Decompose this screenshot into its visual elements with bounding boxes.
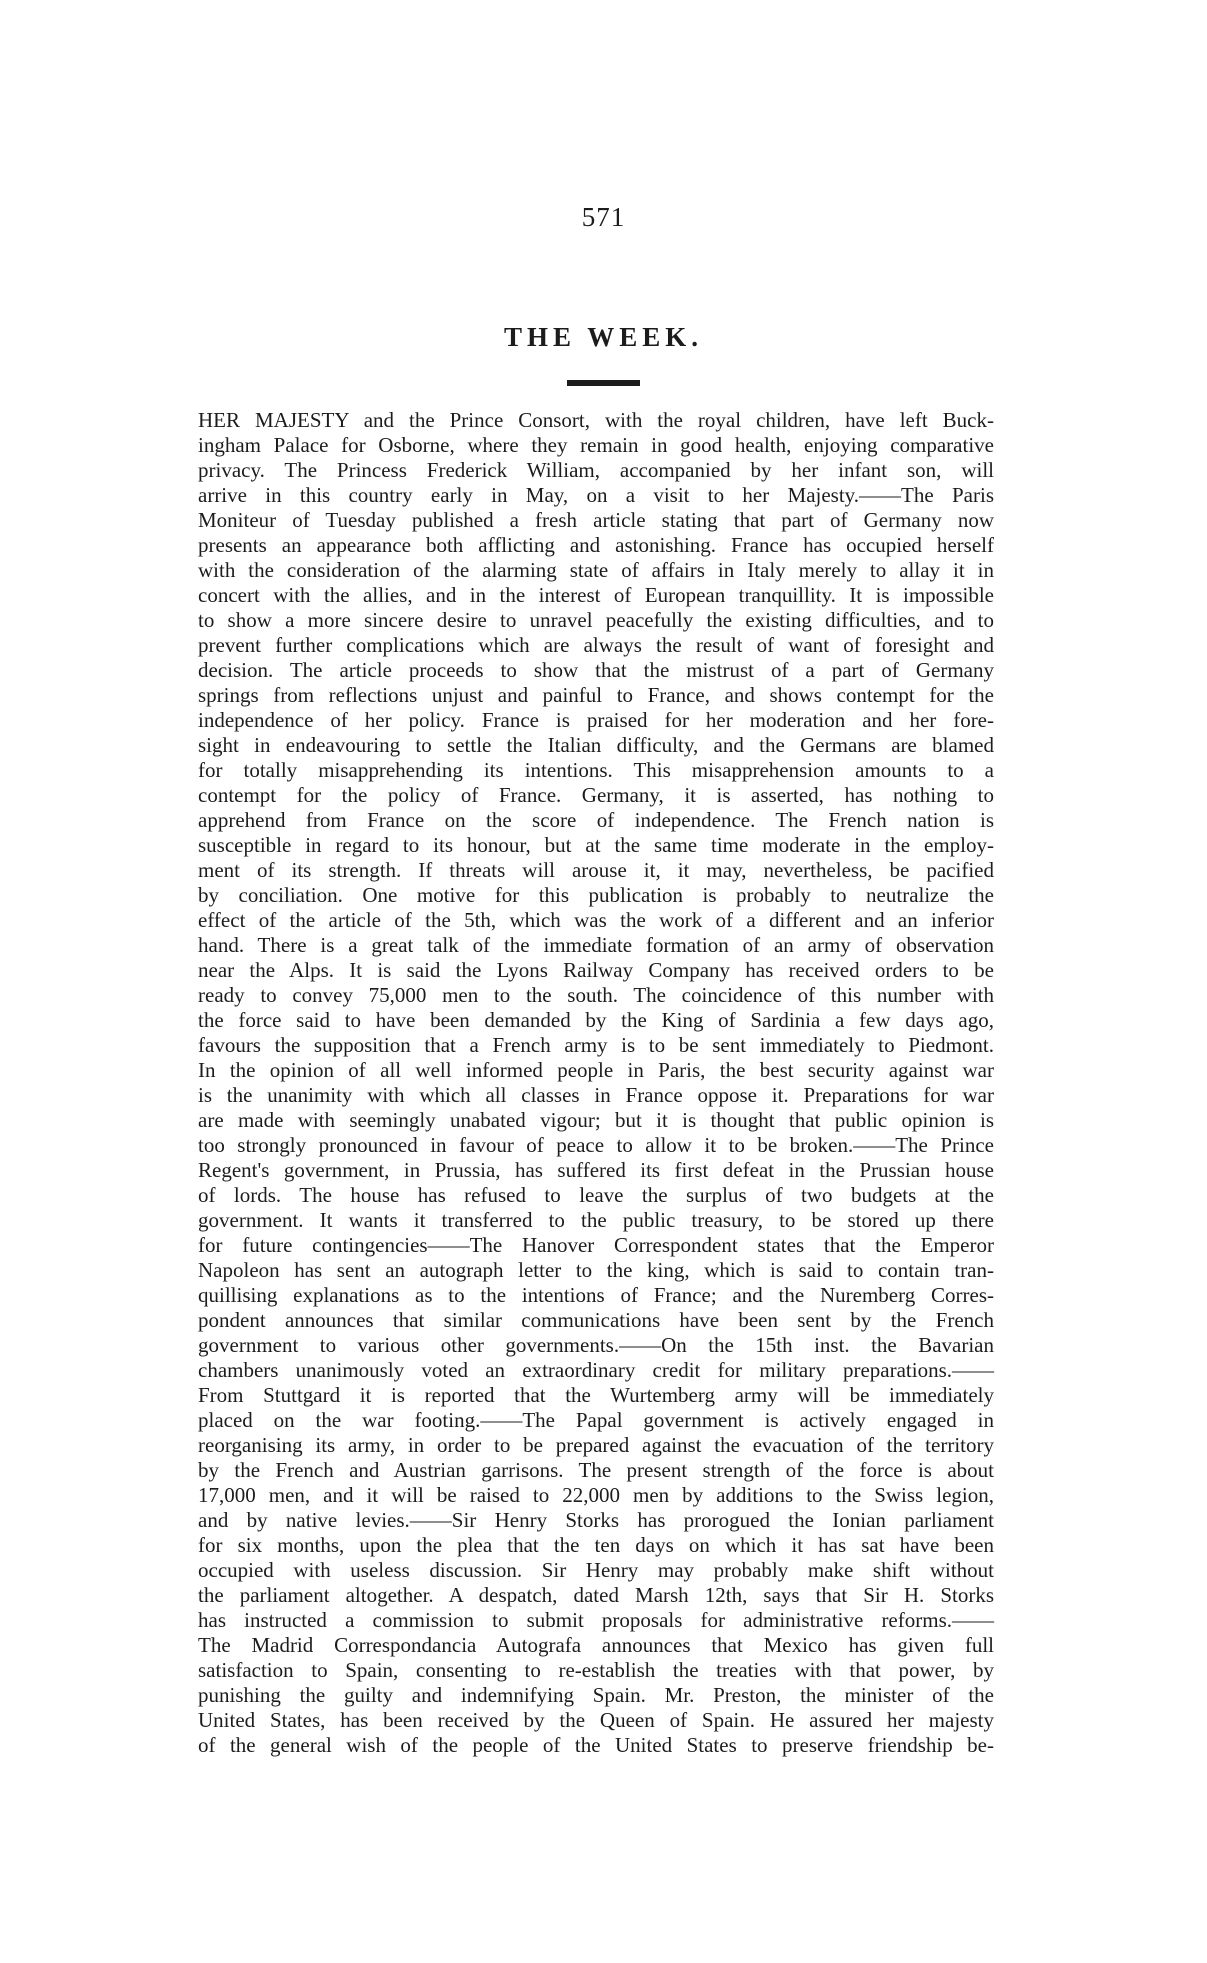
text-line: quillising explanations as to the intentions of France; and the Nuremberg Corres- xyxy=(198,1283,994,1307)
text-line: In the opinion of all well informed people in Paris, the best security against war xyxy=(198,1058,994,1082)
text-line: The Madrid Correspondancia Autografa announces that Mexico has given full xyxy=(198,1633,994,1657)
text-line: 17,000 men, and it will be raised to 22,000 men by additions to the Swiss legion, xyxy=(198,1483,994,1507)
text-line: ingham Palace for Osborne, where they remain in good health, enjoying comparative xyxy=(198,433,994,457)
text-line: ready to convey 75,000 men to the south. The coincidence of this number with xyxy=(198,983,994,1007)
page-title: THE WEEK. xyxy=(503,322,704,352)
text-line: for six months, upon the plea that the ten days on which it has sat have been xyxy=(198,1533,994,1557)
title-rule xyxy=(567,380,640,386)
text-line: for future contingencies——The Hanover Correspondent states that the Emperor xyxy=(198,1233,994,1257)
text-line: is the unanimity with which all classes in France oppose it. Preparations for war xyxy=(198,1083,994,1107)
text-line: favours the supposition that a French army is to be sent immediately to Piedmont. xyxy=(198,1033,994,1057)
text-line: by the French and Austrian garrisons. The present strength of the force is about xyxy=(198,1458,994,1482)
text-line: presents an appearance both afflicting and astonishing. France has occupied herself xyxy=(198,533,994,557)
text-line: to show a more sincere desire to unravel peacefully the existing difficulties, and to xyxy=(198,608,994,632)
text-line: decision. The article proceeds to show that the mistrust of a part of Germany xyxy=(198,658,994,682)
text-line: occupied with useless discussion. Sir Henry may probably make shift without xyxy=(198,1558,994,1582)
text-line: punishing the guilty and indemnifying Spain. Mr. Preston, the minister of the xyxy=(198,1683,994,1707)
text-line: contempt for the policy of France. Germany, it is asserted, has nothing to xyxy=(198,783,994,807)
text-line: ment of its strength. If threats will arouse it, it may, nevertheless, be pacified xyxy=(198,858,994,882)
text-line: and by native levies.——Sir Henry Storks has prorogued the Ionian parliament xyxy=(198,1508,994,1532)
text-line: near the Alps. It is said the Lyons Railway Company has received orders to be xyxy=(198,958,994,982)
article-body xyxy=(198,408,994,1758)
text-line: satisfaction to Spain, consenting to re-establish the treaties with that power, by xyxy=(198,1658,994,1682)
text-line: susceptible in regard to its honour, but at the same time moderate in the employ- xyxy=(198,833,994,857)
page-number: 571 xyxy=(581,202,626,232)
text-line: apprehend from France on the score of independence. The French nation is xyxy=(198,808,994,832)
text-line: are made with seemingly unabated vigour; but it is thought that public opinion is xyxy=(198,1108,994,1132)
text-line: reorganising its army, in order to be prepared against the evacuation of the territory xyxy=(198,1433,994,1457)
text-line: government. It wants it transferred to the public treasury, to be stored up there xyxy=(198,1208,994,1232)
text-line: Regent's government, in Prussia, has suffered its first defeat in the Prussian house xyxy=(198,1158,994,1182)
text-line: From Stuttgard it is reported that the Wurtemberg army will be immediately xyxy=(198,1383,994,1407)
text-line: the parliament altogether. A despatch, dated Marsh 12th, says that Sir H. Storks xyxy=(198,1583,994,1607)
text-line: effect of the article of the 5th, which was the work of a different and an inferior xyxy=(198,908,994,932)
text-line: Moniteur of Tuesday published a fresh article stating that part of Germany now xyxy=(198,508,994,532)
text-line: government to various other governments.——On the 15th inst. the Bavarian xyxy=(198,1333,994,1357)
text-line: arrive in this country early in May, on a visit to her Majesty.——The Paris xyxy=(198,483,994,507)
text-line: with the consideration of the alarming state of affairs in Italy merely to allay it in xyxy=(198,558,994,582)
text-line: by conciliation. One motive for this publication is probably to neutralize the xyxy=(198,883,994,907)
text-line: United States, has been received by the Queen of Spain. He assured her majesty xyxy=(198,1708,994,1732)
text-line: for totally misapprehending its intentions. This misapprehension amounts to a xyxy=(198,758,994,782)
text-line: independence of her policy. France is praised for her moderation and her fore- xyxy=(198,708,994,732)
text-line: Napoleon has sent an autograph letter to the king, which is said to contain tran- xyxy=(198,1258,994,1282)
text-line: HER MAJESTY and the Prince Consort, with the royal children, have left Buck- xyxy=(198,408,994,432)
text-line: has instructed a commission to submit proposals for administrative reforms.—— xyxy=(198,1608,994,1632)
text-line: sight in endeavouring to settle the Italian difficulty, and the Germans are blamed xyxy=(198,733,994,757)
text-line: too strongly pronounced in favour of peace to allow it to be broken.——The Prince xyxy=(198,1133,994,1157)
text-line: pondent announces that similar communications have been sent by the French xyxy=(198,1308,994,1332)
text-line: of lords. The house has refused to leave the surplus of two budgets at the xyxy=(198,1183,994,1207)
text-line: concert with the allies, and in the interest of European tranquillity. It is impossible xyxy=(198,583,994,607)
text-line: privacy. The Princess Frederick William, accompanied by her infant son, will xyxy=(198,458,994,482)
text-line: placed on the war footing.——The Papal government is actively engaged in xyxy=(198,1408,994,1432)
text-line: hand. There is a great talk of the immediate formation of an army of observation xyxy=(198,933,994,957)
text-line: the force said to have been demanded by the King of Sardinia a few days ago, xyxy=(198,1008,994,1032)
text-line: springs from reflections unjust and painful to France, and shows contempt for the xyxy=(198,683,994,707)
text-line: chambers unanimously voted an extraordinary credit for military preparations.—— xyxy=(198,1358,994,1382)
text-line: prevent further complications which are always the result of want of foresight and xyxy=(198,633,994,657)
text-line: of the general wish of the people of the United States to preserve friendship be- xyxy=(198,1733,994,1757)
